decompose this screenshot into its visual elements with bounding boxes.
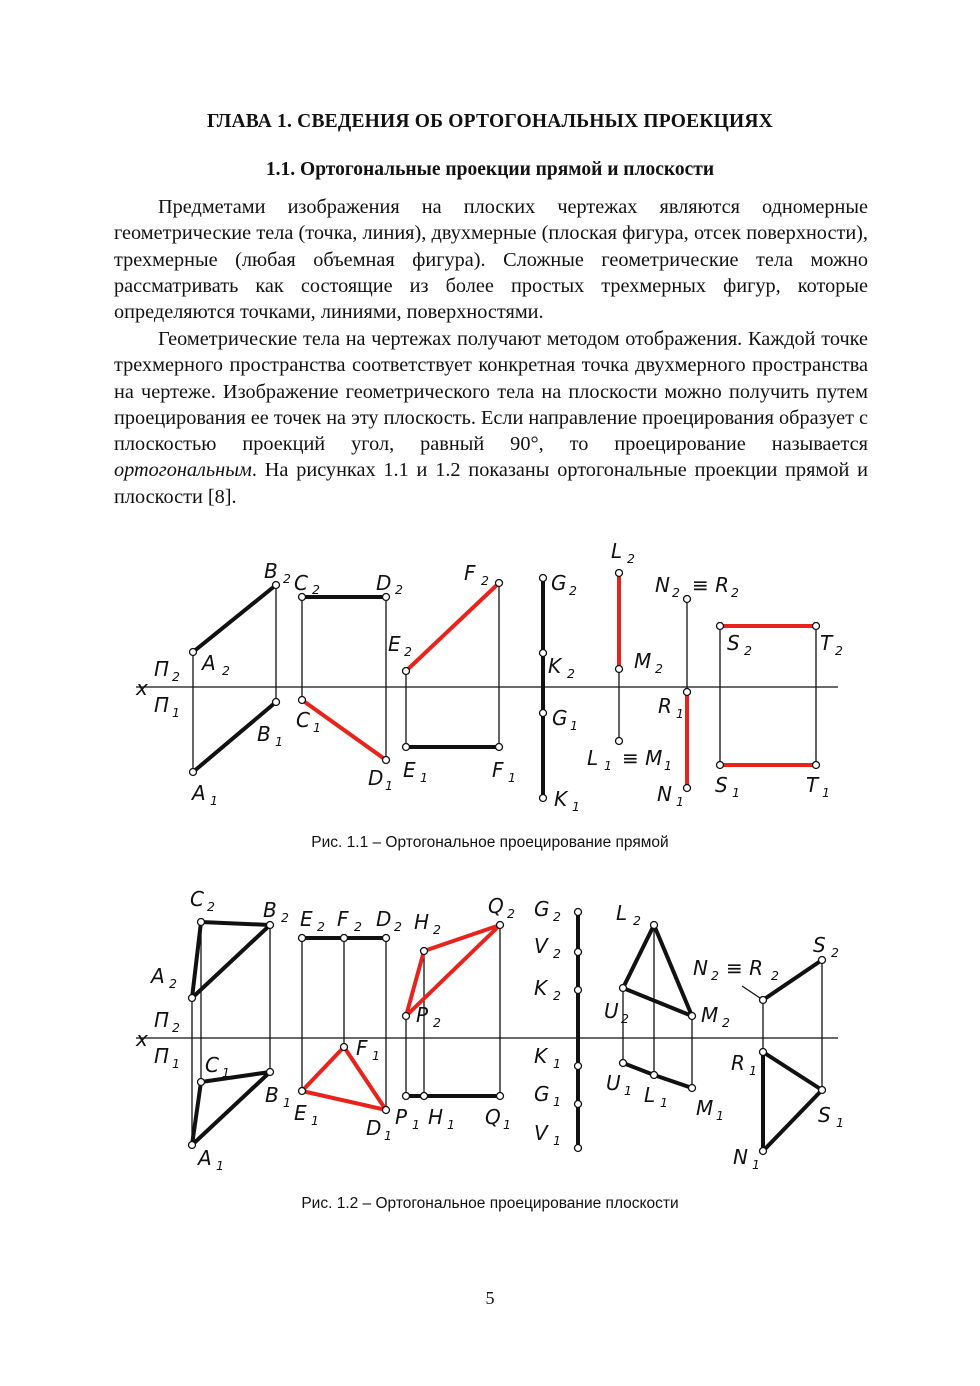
label2-F2-sub: 2 — [354, 919, 362, 934]
label2-V1-sub: 1 — [553, 1133, 561, 1148]
label2-A2-sub: 2 — [169, 976, 177, 991]
label2-M2-sub: 2 — [722, 1015, 730, 1030]
label2-B1-sub: 1 — [283, 1095, 291, 1110]
label2-A2: A — [151, 964, 165, 988]
label2-G1: G — [534, 1082, 550, 1106]
label-M2-sub: 2 — [655, 661, 663, 676]
triangle-RSN-1 — [763, 1052, 822, 1151]
label2-P1-sub: 1 — [412, 1117, 420, 1132]
label2-C1: C — [205, 1053, 219, 1077]
label2-R1: R — [731, 1051, 745, 1075]
label2-L2-sub: 2 — [633, 913, 641, 928]
label2-L1: L — [644, 1083, 656, 1107]
label-B1: B — [257, 722, 271, 746]
axis-pi1-sub: 1 — [172, 705, 180, 720]
label-D2: D — [376, 571, 392, 595]
label2-K1-sub: 1 — [553, 1056, 561, 1071]
label-S2: S — [727, 631, 740, 655]
page-number: 5 — [485, 1288, 495, 1308]
label-L1M1-m: ≡ M — [622, 746, 663, 770]
label2-N2R2-sub2: 2 — [771, 968, 779, 983]
label2-E2: E — [300, 907, 313, 931]
label2-K2-sub: 2 — [553, 988, 561, 1003]
label-N2R2-r: ≡ R — [692, 573, 730, 597]
label-B1-sub: 1 — [275, 734, 283, 749]
label-R1-sub: 1 — [676, 706, 684, 721]
label-B2-sub: 2 — [283, 571, 291, 586]
label2-E2-sub: 2 — [317, 919, 325, 934]
section-title: 1.1. Ортогональные проекции прямой и плоскости — [265, 159, 715, 180]
triangle-ABC-2 — [192, 922, 270, 998]
label2-V2-sub: 2 — [553, 946, 561, 961]
label2-U1: U — [606, 1071, 621, 1095]
label2-L1-sub: 1 — [660, 1095, 668, 1110]
axis-pi2-label-2: П — [154, 1008, 170, 1032]
label-F2: F — [464, 561, 476, 585]
label2-H1: H — [428, 1105, 444, 1129]
label2-D1: D — [366, 1116, 382, 1140]
axis-pi2-label: П — [154, 657, 170, 681]
label-T2: T — [820, 631, 833, 655]
label2-Q2-sub: 2 — [507, 906, 515, 921]
label-N2R2-sub1: 2 — [672, 585, 680, 600]
label-L1M1-sub2: 1 — [664, 758, 672, 773]
label-D1: D — [368, 766, 384, 790]
label2-V1: V — [534, 1121, 548, 1145]
label2-C1-sub: 1 — [222, 1065, 230, 1080]
label2-H2: H — [414, 910, 430, 934]
label-N2R2: N — [655, 573, 670, 597]
paragraph-1: Предметами изображения на плоских чертежах являются одномерные геометрические тела (точка, линия), двухмерные (плоская фигура, отсек поверхности), трехмерные (любая объемная фигура). Сложные геометрические тела можно рассматривать как состоящие из более простых трехмерных фигур, которые определяются точками, линиями, поверхностями. — [114, 196, 868, 324]
chapter-title: ГЛАВА 1. СВЕДЕНИЯ ОБ ОРТОГОНАЛЬНЫХ ПРОЕКЦИЯХ — [207, 111, 773, 132]
label2-G2: G — [534, 897, 550, 921]
label2-S2: S — [813, 933, 826, 957]
label2-Q1: Q — [485, 1105, 501, 1129]
label-T1-sub: 1 — [822, 785, 830, 800]
label-M2: M — [634, 649, 652, 673]
label-T2-sub: 2 — [835, 643, 843, 658]
label-D1-sub: 1 — [385, 778, 393, 793]
label-K2: K — [548, 654, 562, 678]
paragraph-2-start: Геометрические тела на чертежах получают методом отображения. Каждой точке трехмерного пространства соответствует конкретная точка двухмерного пространства на чертеже. Изображение геометрического тела на плоскости можно получить путем проецирования ее точек на эту плоскость. Если направление проецирования образует с плоскостью проекций угол, равный 90°, то проецирование называется — [114, 328, 868, 456]
label2-D2: D — [376, 907, 392, 931]
label2-K2: K — [534, 976, 548, 1000]
label2-E1: E — [294, 1101, 307, 1125]
paragraph-2-emphasis: ортогональным — [114, 459, 252, 482]
label-N2R2-sub2: 2 — [731, 585, 739, 600]
label-D2-sub: 2 — [395, 582, 403, 597]
label2-Q1-sub: 1 — [503, 1117, 511, 1132]
label2-U1-sub: 1 — [624, 1083, 632, 1098]
label-S2-sub: 2 — [744, 643, 752, 658]
label-F2-sub: 2 — [481, 573, 489, 588]
label2-N2R2-r: ≡ R — [726, 956, 764, 980]
label2-V2: V — [534, 934, 548, 958]
label-B2: B — [264, 559, 278, 583]
label2-N1-sub: 1 — [752, 1157, 760, 1172]
label2-M2: M — [701, 1003, 719, 1027]
figure-1-caption: Рис. 1.1 – Ортогональное проецирование прямой — [311, 834, 669, 851]
label2-B2: B — [263, 898, 277, 922]
label-A2: A — [202, 651, 216, 675]
label2-D2-sub: 2 — [394, 919, 402, 934]
label-G1-sub: 1 — [570, 718, 578, 733]
label-E1: E — [403, 758, 416, 782]
label-C2-sub: 2 — [312, 582, 320, 597]
label2-F1: F — [356, 1036, 368, 1060]
label2-M1: M — [696, 1096, 714, 1120]
label-E1-sub: 1 — [420, 770, 428, 785]
label2-H1-sub: 1 — [447, 1117, 455, 1132]
label-F1-sub: 1 — [508, 770, 516, 785]
label2-M1-sub: 1 — [716, 1108, 724, 1123]
label2-F1-sub: 1 — [372, 1048, 380, 1063]
label2-H2-sub: 2 — [433, 922, 441, 937]
triangle-LMU-2 — [623, 925, 692, 1016]
label-A1: A — [192, 781, 206, 805]
label-C2: C — [294, 571, 308, 595]
label2-N2R2-sub1: 2 — [711, 968, 719, 983]
label-S1-sub: 1 — [732, 785, 740, 800]
line-E2F2 — [406, 583, 499, 671]
label-E2-sub: 2 — [404, 644, 412, 659]
label-N1-sub: 1 — [676, 794, 684, 809]
axis-x-label-2: x — [136, 1027, 148, 1051]
label2-C2: C — [190, 887, 204, 911]
label-L1M1: L — [587, 746, 599, 770]
label2-B2-sub: 2 — [281, 910, 289, 925]
axis-pi2-sub-2: 2 — [172, 1020, 180, 1035]
label2-F2: F — [337, 907, 349, 931]
label2-P2: P — [416, 1003, 429, 1027]
label-A2-sub: 2 — [222, 663, 230, 678]
label-L2-sub: 2 — [627, 551, 635, 566]
label-A1-sub: 1 — [210, 793, 218, 808]
paragraph-2-end: . На рисунках 1.1 и 1.2 показаны ортогональные проекции прямой и плоскости [8]. — [114, 459, 868, 508]
label-K1: K — [554, 787, 568, 811]
label-T1: T — [806, 773, 819, 797]
axis-pi1-label: П — [154, 693, 170, 717]
axis-pi1-label-2: П — [154, 1044, 170, 1068]
paragraph-2 — [114, 326, 868, 510]
label2-C2-sub: 2 — [207, 899, 215, 914]
label2-U2: U — [604, 999, 619, 1023]
label-G2: G — [551, 571, 567, 595]
label2-B1: B — [265, 1083, 279, 1107]
label2-U2-sub: 2 — [621, 1011, 629, 1026]
figure-2-drawing — [0, 880, 980, 1180]
label2-P2-sub: 2 — [433, 1015, 441, 1030]
label2-A1: A — [198, 1146, 212, 1170]
label2-R1-sub: 1 — [749, 1063, 757, 1078]
label-G2-sub: 2 — [569, 583, 577, 598]
label-K1-sub: 1 — [572, 799, 580, 814]
label2-P1: P — [395, 1105, 408, 1129]
label-C1-sub: 1 — [313, 720, 321, 735]
label2-S1-sub: 1 — [836, 1115, 844, 1130]
label-K2-sub: 2 — [567, 666, 575, 681]
label2-A1-sub: 1 — [216, 1158, 224, 1173]
label-L1M1-sub1: 1 — [604, 758, 612, 773]
axis-pi2-sub: 2 — [172, 669, 180, 684]
label2-N1: N — [733, 1145, 748, 1169]
label-E2: E — [388, 632, 401, 656]
label2-D1-sub: 1 — [384, 1128, 392, 1143]
label-F1: F — [492, 758, 504, 782]
label2-N2R2: N — [693, 956, 708, 980]
label2-K1: K — [534, 1044, 548, 1068]
axis-pi1-sub-2: 1 — [172, 1056, 180, 1071]
label2-E1-sub: 1 — [311, 1113, 319, 1128]
label-R1: R — [658, 694, 672, 718]
label2-S1: S — [818, 1103, 831, 1127]
label2-Q2: Q — [488, 894, 504, 918]
label-S1: S — [715, 773, 728, 797]
figure-1-drawing — [0, 530, 980, 820]
label2-S2-sub: 2 — [831, 945, 839, 960]
figure-2-caption: Рис. 1.2 – Ортогональное проецирование плоскости — [301, 1195, 679, 1212]
label2-G2-sub: 2 — [553, 909, 561, 924]
line-A2B2 — [193, 585, 276, 652]
label-L2: L — [611, 539, 623, 563]
label2-G1-sub: 1 — [553, 1094, 561, 1109]
label-C1: C — [296, 708, 310, 732]
label-G1: G — [552, 706, 568, 730]
label-N1: N — [657, 782, 672, 806]
axis-x-label: x — [136, 676, 148, 700]
label2-L2: L — [616, 901, 628, 925]
